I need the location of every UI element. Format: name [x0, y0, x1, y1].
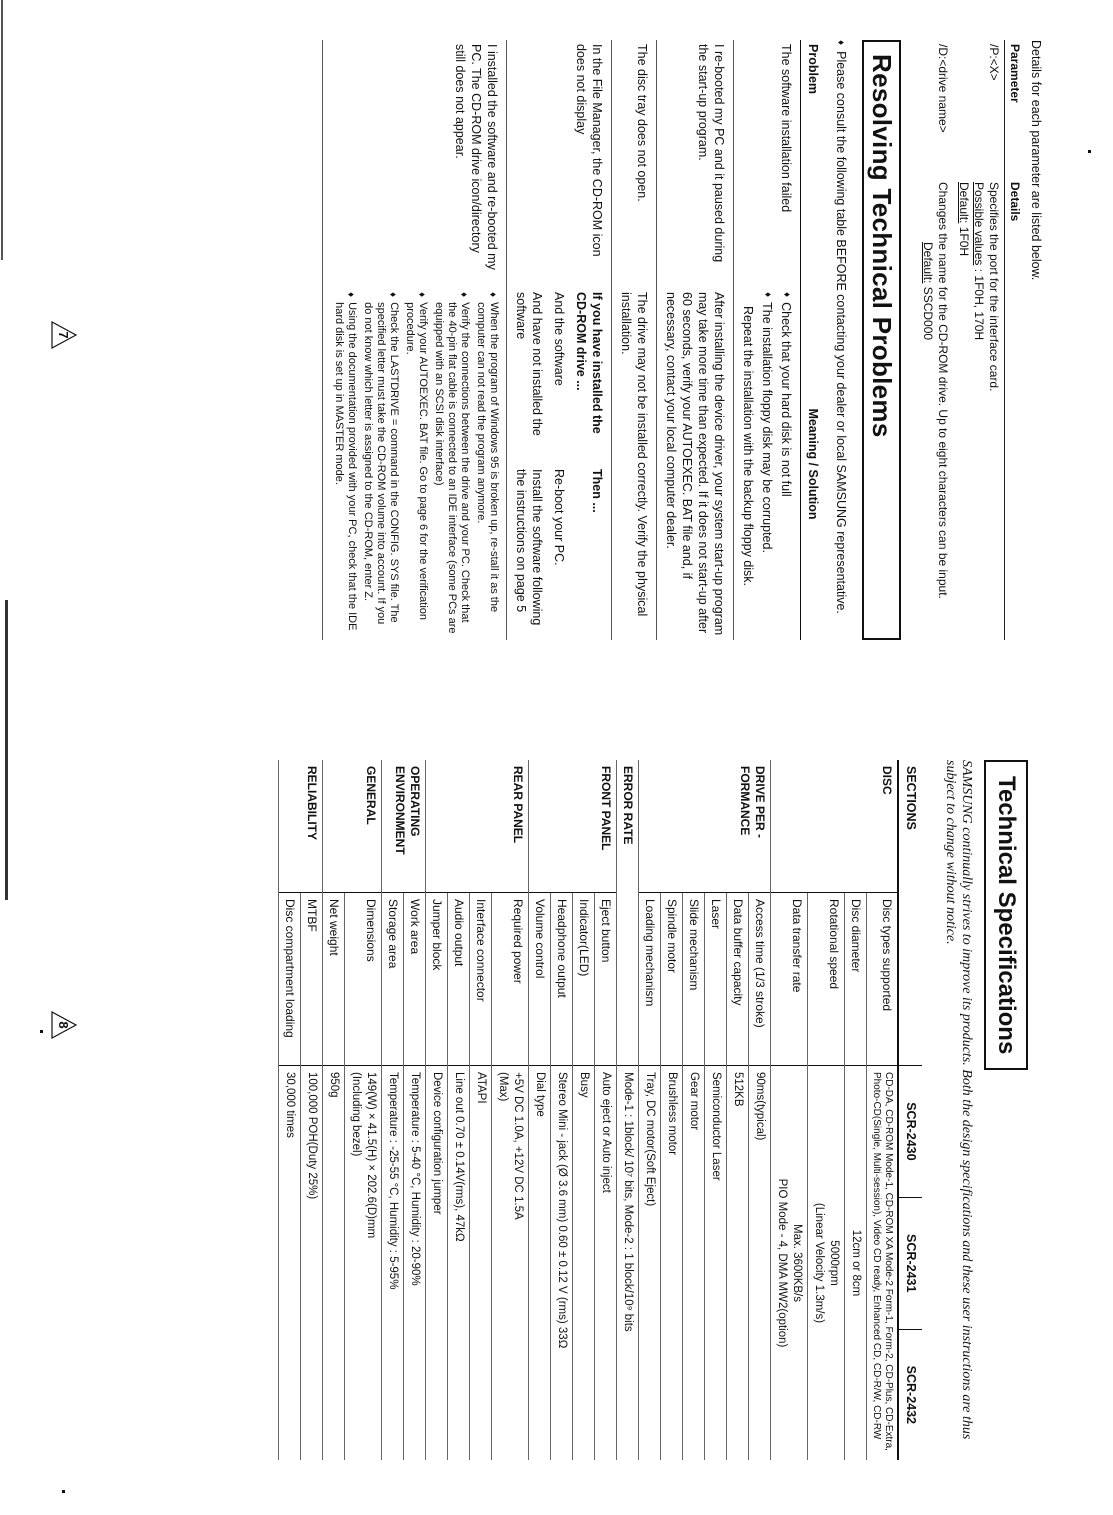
- item-cell: Volume control: [529, 893, 551, 1066]
- problem-cell: I installed the software and re-booted my PC. The CD-ROM drive icon/directory still does not appear.: [323, 40, 507, 288]
- table-row: [404, 760, 426, 1460]
- list-item: ♦ The installation floppy disk may be corrupted.: [760, 292, 774, 553]
- if-case: And the software: [552, 292, 566, 386]
- solution-cell: [734, 288, 801, 640]
- consult-note: [833, 40, 848, 640]
- section-cell: FRONT PANEL: [529, 760, 617, 893]
- item-cell: Laser: [705, 893, 727, 1066]
- bullet-icon: ♦: [416, 292, 427, 298]
- item-cell: Rotational speed: [808, 893, 845, 1066]
- table-row: [301, 760, 323, 1460]
- page-7: [322, 40, 1043, 640]
- value-cell: ATAPI: [470, 1066, 492, 1461]
- value-cell: Busy: [573, 1066, 595, 1461]
- spec-intro: SAMSUNG continually strives to improve its products. Both the design specifications and these user instructions are thus subject to change without notice.: [943, 760, 974, 1440]
- item-cell: Data buffer capacity: [727, 893, 749, 1066]
- list-item: ♦ Check that your hard disk is not full: [779, 292, 793, 497]
- value-cell: +5V DC 1.0A, +12V DC 1.5A (Max): [492, 1066, 529, 1461]
- model-header: SCR-2430: [898, 1066, 922, 1198]
- table-row: [595, 760, 617, 1460]
- table-row: [657, 40, 734, 640]
- solution-cell: [507, 288, 612, 640]
- item-cell: Jumper block: [426, 893, 448, 1066]
- table-row: [492, 760, 529, 1460]
- then-header: Then ...: [590, 469, 604, 513]
- sections-header: SECTIONS: [898, 760, 922, 1066]
- default-value: SSCD000: [921, 286, 935, 341]
- param-description: Specifies the port for the interface card.: [987, 182, 1001, 392]
- bullet-icon: ♦: [458, 292, 469, 298]
- item-cell: Storage area: [382, 893, 404, 1066]
- value-cell: 12cm or 8cm: [845, 1066, 867, 1461]
- value-cell: Max. 3600KB/s PIO Mode - 4, DMA MW2(option): [771, 1066, 808, 1461]
- value-cell: Line out 0.70 ± 0.14V(rms), 47kΩ: [448, 1066, 470, 1461]
- param-default: [956, 182, 971, 636]
- value-cell: Gear motor: [683, 1066, 705, 1461]
- item-cell: Access time (1/3 stroke): [749, 893, 771, 1066]
- bullet-icon: ♦: [387, 292, 398, 298]
- problem-table: [322, 40, 825, 640]
- item-cell: Disc compartment loading: [279, 893, 301, 1066]
- param-possible: [971, 182, 986, 636]
- param-name: /P:<X>: [987, 44, 1001, 81]
- section-cell: RELIABILITY: [279, 760, 323, 893]
- item-cell: Disc types supported: [867, 893, 899, 1066]
- item-cell: Loading mechanism: [639, 893, 661, 1066]
- value-cell: Auto eject or Auto inject: [595, 1066, 617, 1461]
- page-number-7: [50, 320, 78, 350]
- param-details: [917, 178, 953, 640]
- table-row: [749, 760, 771, 1460]
- value-cell: Brushless motor: [661, 1066, 683, 1461]
- item-cell: MTBF: [301, 893, 323, 1066]
- item-cell: Spindle motor: [661, 893, 683, 1066]
- table-row: [507, 40, 612, 640]
- if-header: If you have installed the CD-ROM drive ...: [574, 292, 604, 434]
- list-item: ♦ Verify your AUTOEXEC. BAT file. Go to page 6 for the verification procedure.: [404, 292, 429, 621]
- value-cell: Tray, DC motor(Soft Eject): [639, 1066, 661, 1461]
- then-case: Install the software following the instructions on page 5: [514, 469, 544, 626]
- item-cell: Dimensions: [345, 893, 382, 1066]
- solution-cell: [323, 288, 507, 640]
- parameter-header: Parameter: [1005, 40, 1025, 178]
- item-cell: Headphone output: [551, 893, 573, 1066]
- problem-header: Problem: [801, 40, 826, 288]
- item-cell: Eject button: [595, 893, 617, 1066]
- value-cell: CD-DA, CD-ROM Mode-1, CD-ROM XA Mode-2 Form-1, Form-2, CD-Plus, CD-Extra, Photo-CD(Single, Multi-session), Video CD ready, Enhanced CD, CD-R/W, CD-RW: [867, 1066, 899, 1461]
- params-intro: Details for each parameter are listed below.: [1029, 40, 1043, 281]
- param-default: [920, 182, 935, 636]
- table-row: [345, 760, 382, 1460]
- value-cell: 90ms(typical): [749, 1066, 771, 1461]
- value-cell: Dial type: [529, 1066, 551, 1461]
- value-cell: 5000rpm (Linear Velocity 1.3m/s): [808, 1066, 845, 1461]
- note-text: Please consult the following table BEFORE contacting your dealer or local SAMSUNG representative.: [834, 51, 848, 614]
- bullet-icon: ♦: [487, 292, 498, 298]
- problem-cell: I re-booted my PC and it paused during the start-up program.: [657, 40, 734, 288]
- bullet-icon: ♦: [835, 40, 846, 46]
- table-row: [612, 40, 657, 640]
- problem-cell: The disc tray does not open.: [612, 40, 657, 288]
- item-cell: Slide mechanism: [683, 893, 705, 1066]
- spec-title: Technical Specifications: [984, 760, 1028, 1070]
- solution-subline: Repeat the installation with the backup floppy disk.: [741, 306, 755, 587]
- possible-values: : 1F0H, 170H: [972, 268, 986, 341]
- value-cell: Stereo Mini - jack (Ø 3.6 mm) 0.60 ± 0.12 V (rms) 33Ω: [551, 1066, 573, 1461]
- value-cell: Mode-1 : 1block/ 10⁷ bits, Mode-2 : 1 block/10⁹ bits: [617, 1066, 639, 1461]
- section-cell: OPERATING ENVIRONMENT: [382, 760, 426, 893]
- item-cell: Interface connector: [470, 893, 492, 1066]
- list-item: ♦ Check the LASTDRIVE = command in the CONFIG. SYS file. The specified letter must take the CD-ROM volume into account. If you do not know which letter is assigned to the CD-ROM, enter Z.: [362, 292, 400, 625]
- list-item: ♦ Using the documentation provided with your PC, check that the IDE hard disk is set up in MASTER mode.: [333, 292, 358, 631]
- bullet-icon: ♦: [781, 292, 792, 298]
- model-header: SCR-2432: [898, 1329, 922, 1460]
- section-cell: ERROR RATE: [617, 760, 639, 1066]
- section-cell: DISC: [771, 760, 899, 893]
- value-cell: 149(W) × 41.5(H) × 202.6(D)mm (Including bezel): [345, 1066, 382, 1461]
- solution-header: Meaning / Solution: [801, 288, 826, 640]
- param-row: [917, 40, 953, 640]
- solution-cell: After installing the device driver, your system start-up program may take more time than expected. If it does not start-up after 60 seconds, verify your AUTOEXEC. BAT file and, if necessary, contact your local computer dealer.: [657, 288, 734, 640]
- section-cell: DRIVE PER - FORMANCE: [639, 760, 771, 893]
- page-8: [278, 760, 1028, 1460]
- value-cell: 512KB: [727, 1066, 749, 1461]
- problem-cell: The software installation failed: [734, 40, 801, 288]
- if-then-grid: [513, 292, 605, 636]
- parameter-table: [917, 40, 1024, 640]
- item-cell: Net weight: [323, 893, 345, 1066]
- section-cell: GENERAL: [323, 760, 382, 893]
- value-cell: 100,000 POH(Duty 25%): [301, 1066, 323, 1461]
- page-number-8: [50, 1010, 78, 1040]
- problem-cell: In the File Manager, the CD-ROM icon does not display: [507, 40, 612, 288]
- item-cell: Disc diameter: [845, 893, 867, 1066]
- value-cell: 30,000 times: [279, 1066, 301, 1461]
- if-case: And have not installed the software: [514, 292, 544, 436]
- param-name: /D:<drive name>: [936, 44, 950, 133]
- bullet-icon: ♦: [762, 292, 773, 298]
- default-label: Default:: [921, 242, 935, 284]
- table-row: [617, 760, 639, 1460]
- item-cell: Audio output: [448, 893, 470, 1066]
- list-item: ♦ When the program of Windows 95 is broken up, re-stall it as the computer can not read the program anymore.: [475, 292, 500, 613]
- spec-table: [278, 760, 922, 1460]
- list-item: ♦ Verify the connections between the drive and your PC. Check that the 40-pin flat cable is connected to an IDE interface (some PCs are equipped with an SCSI disk interface): [433, 292, 471, 634]
- table-row: [734, 40, 801, 640]
- bullet-icon: ♦: [345, 292, 356, 298]
- value-cell: Semiconductor Laser: [705, 1066, 727, 1461]
- solution-cell: The drive may not be installed correctly. Verify the physical installation.: [612, 288, 657, 640]
- details-header: Details: [1005, 178, 1025, 640]
- item-cell: Indicator(LED): [573, 893, 595, 1066]
- default-label: Default:: [957, 182, 971, 224]
- possible-label: Possible values: [972, 182, 986, 266]
- param-row: [953, 40, 1005, 640]
- page-number-label: 7: [56, 331, 71, 339]
- param-description: Changes the name for the CD-ROM drive. Up to eight characters can be input.: [936, 182, 950, 599]
- table-row: [323, 40, 507, 640]
- item-cell: Data transfer rate: [771, 893, 808, 1066]
- then-case: Re-boot your PC.: [552, 469, 566, 566]
- param-details: [953, 178, 1005, 640]
- table-row: [867, 760, 899, 1460]
- section-cell: REAR PANEL: [426, 760, 529, 893]
- value-cell: Temperature : -25-55 °C, Humidity : 5-95%: [382, 1066, 404, 1461]
- model-header: SCR-2431: [898, 1197, 922, 1329]
- value-cell: Device configuration jumper: [426, 1066, 448, 1461]
- item-cell: Work area: [404, 893, 426, 1066]
- item-cell: Required power: [492, 893, 529, 1066]
- value-cell: Temperature : 5-40 °C, Humidity : 20-90%: [404, 1066, 426, 1461]
- page-number-label: 8: [56, 1021, 71, 1029]
- value-cell: 950g: [323, 1066, 345, 1461]
- default-value: 1F0H: [957, 226, 971, 257]
- section-title: Resolving Technical Problems: [862, 40, 901, 640]
